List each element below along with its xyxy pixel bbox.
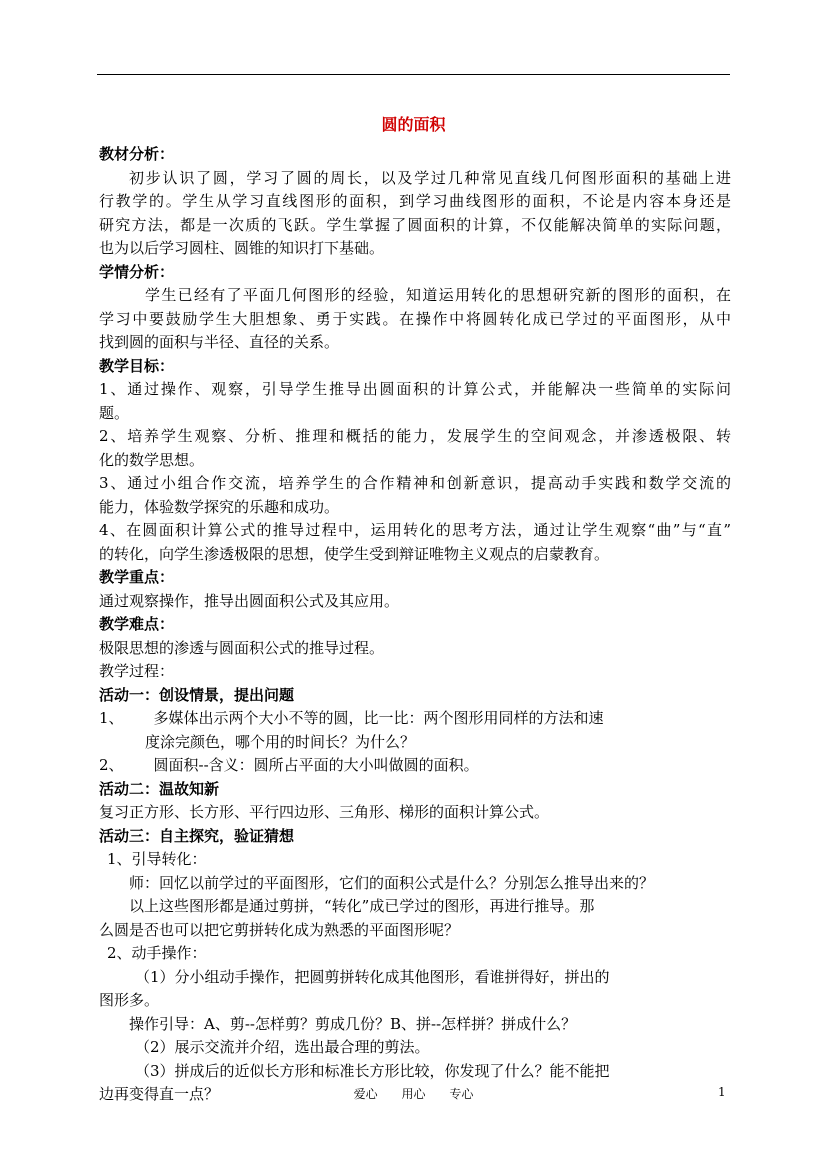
paragraph-line: 也为以后学习圆柱、圆锥的知识打下基础。 <box>99 239 385 257</box>
footer-item: 爱心 <box>353 1087 378 1101</box>
list-item: 1、 多媒体出示两个大小不等的圆，比一比：两个图形用同样的方法和速 <box>99 709 604 727</box>
heading-activity-one: 活动一：创设情景，提出问题 <box>99 685 295 704</box>
paragraph-line: 通过观察操作，推导出圆面积公式及其应用。 <box>99 591 400 610</box>
heading-activity-two: 活动二：温故知新 <box>99 779 220 798</box>
paragraph-line: 行教学的。学生从学习直线图形的面积，到学习曲线图形的面积，不论是内容本身还是 <box>99 192 731 210</box>
paragraph-line: 初步认识了圆，学习了圆的周长，以及学过几种常见直线几何图形面积的基础上进 <box>129 168 731 187</box>
page-footer <box>0 1085 827 1102</box>
paragraph-line: （3）拼成后的近似长方形和标准长方形比较，你发现了什么？能不能把 <box>135 1061 610 1080</box>
paragraph-line: 1、通过操作、观察，引导学生推导出圆面积的计算公式，并能解决一些简单的实际问 <box>99 380 731 398</box>
list-item: 2、 圆面积--含义：圆所占平面的大小叫做圆的面积。 <box>99 756 479 774</box>
paragraph-line: 找到圆的面积与半径、直径的关系。 <box>99 333 340 351</box>
footer-item: 用心 <box>401 1087 426 1101</box>
paragraph-line: 以上这些图形都是通过剪拼，“转化”成已学过的图形，再进行推导。那 <box>129 897 595 915</box>
paragraph-line: 4、在圆面积计算公式的推导过程中，运用转化的思考方法，通过让学生观察“曲”与“直” <box>99 521 731 539</box>
paragraph-line: 3、通过小组合作交流，培养学生的合作精神和创新意识，提高动手实践和数学交流的 <box>99 474 731 492</box>
page-number: 1 <box>718 1085 726 1099</box>
heading-key-points: 教学重点： <box>99 568 175 586</box>
document-body <box>99 143 731 1107</box>
paragraph-line: 边再变得直一点？ <box>99 1085 220 1103</box>
heading-teaching-process: 教学过程： <box>99 662 175 680</box>
paragraph-line: 题。 <box>99 403 130 422</box>
paragraph-line: 度涂完颜色，哪个用的时间长？为什么？ <box>145 732 416 751</box>
paragraph-line: 么圆是否也可以把它剪拼转化成为熟悉的平面图形呢？ <box>99 920 460 939</box>
paragraph-line: 1、引导转化： <box>107 850 207 868</box>
paragraph-line: （1）分小组动手操作，把圆剪拼转化成其他图形，看谁拼得好，拼出的 <box>135 967 610 986</box>
paragraph-line: 2、动手操作： <box>107 944 207 962</box>
paragraph-line: 操作引导：A、剪--怎样剪？剪成几份？B、拼--怎样拼？拼成什么？ <box>129 1014 577 1033</box>
paragraph-line: 极限思想的渗透与圆面积公式的推导过程。 <box>99 638 385 657</box>
paragraph-line: 学习中要鼓励学生大胆想象、勇于实践。在操作中将圆转化成已学过的平面图形，从中 <box>99 309 731 328</box>
paragraph-line: 复习正方形、长方形、平行四边形、三角形、梯形的面积计算公式。 <box>99 803 550 821</box>
footer-item: 专心 <box>449 1087 474 1101</box>
heading-teaching-goals: 教学目标： <box>99 356 175 375</box>
paragraph-line: （2）展示交流并介绍，选出最合理的剪法。 <box>135 1038 430 1056</box>
heading-student-analysis: 学情分析： <box>99 262 175 281</box>
paragraph-line: 学生已经有了平面几何图形的经验，知道运用转化的思想研究新的图形的面积，在 <box>145 286 731 304</box>
paragraph-line: 化的数学思想。 <box>99 450 205 469</box>
heading-textbook-analysis: 教材分析： <box>99 145 175 163</box>
document-title: 圆的面积 <box>381 115 446 134</box>
heading-difficulties: 教学难点： <box>99 615 175 633</box>
paragraph-line: 图形多。 <box>99 991 160 1009</box>
heading-activity-three: 活动三：自主探究，验证猜想 <box>99 826 295 845</box>
paragraph-line: 的转化，向学生渗透极限的思想，使学生受到辩证唯物主义观点的启蒙教育。 <box>99 544 610 563</box>
paragraph-line: 能力，体验数学探究的乐趣和成功。 <box>99 497 340 516</box>
paragraph-line: 2、培养学生观察、分析、推理和概括的能力，发展学生的空间观念，并渗透极限、转 <box>99 427 731 445</box>
paragraph-line: 研究方法，都是一次质的飞跃。学生掌握了圆面积的计算，不仅能解决简单的实际问题， <box>99 215 731 234</box>
paragraph-line: 师：回忆以前学过的平面图形，它们的面积公式是什么？分别怎么推导出来的？ <box>129 873 655 892</box>
header-rule <box>97 74 730 75</box>
